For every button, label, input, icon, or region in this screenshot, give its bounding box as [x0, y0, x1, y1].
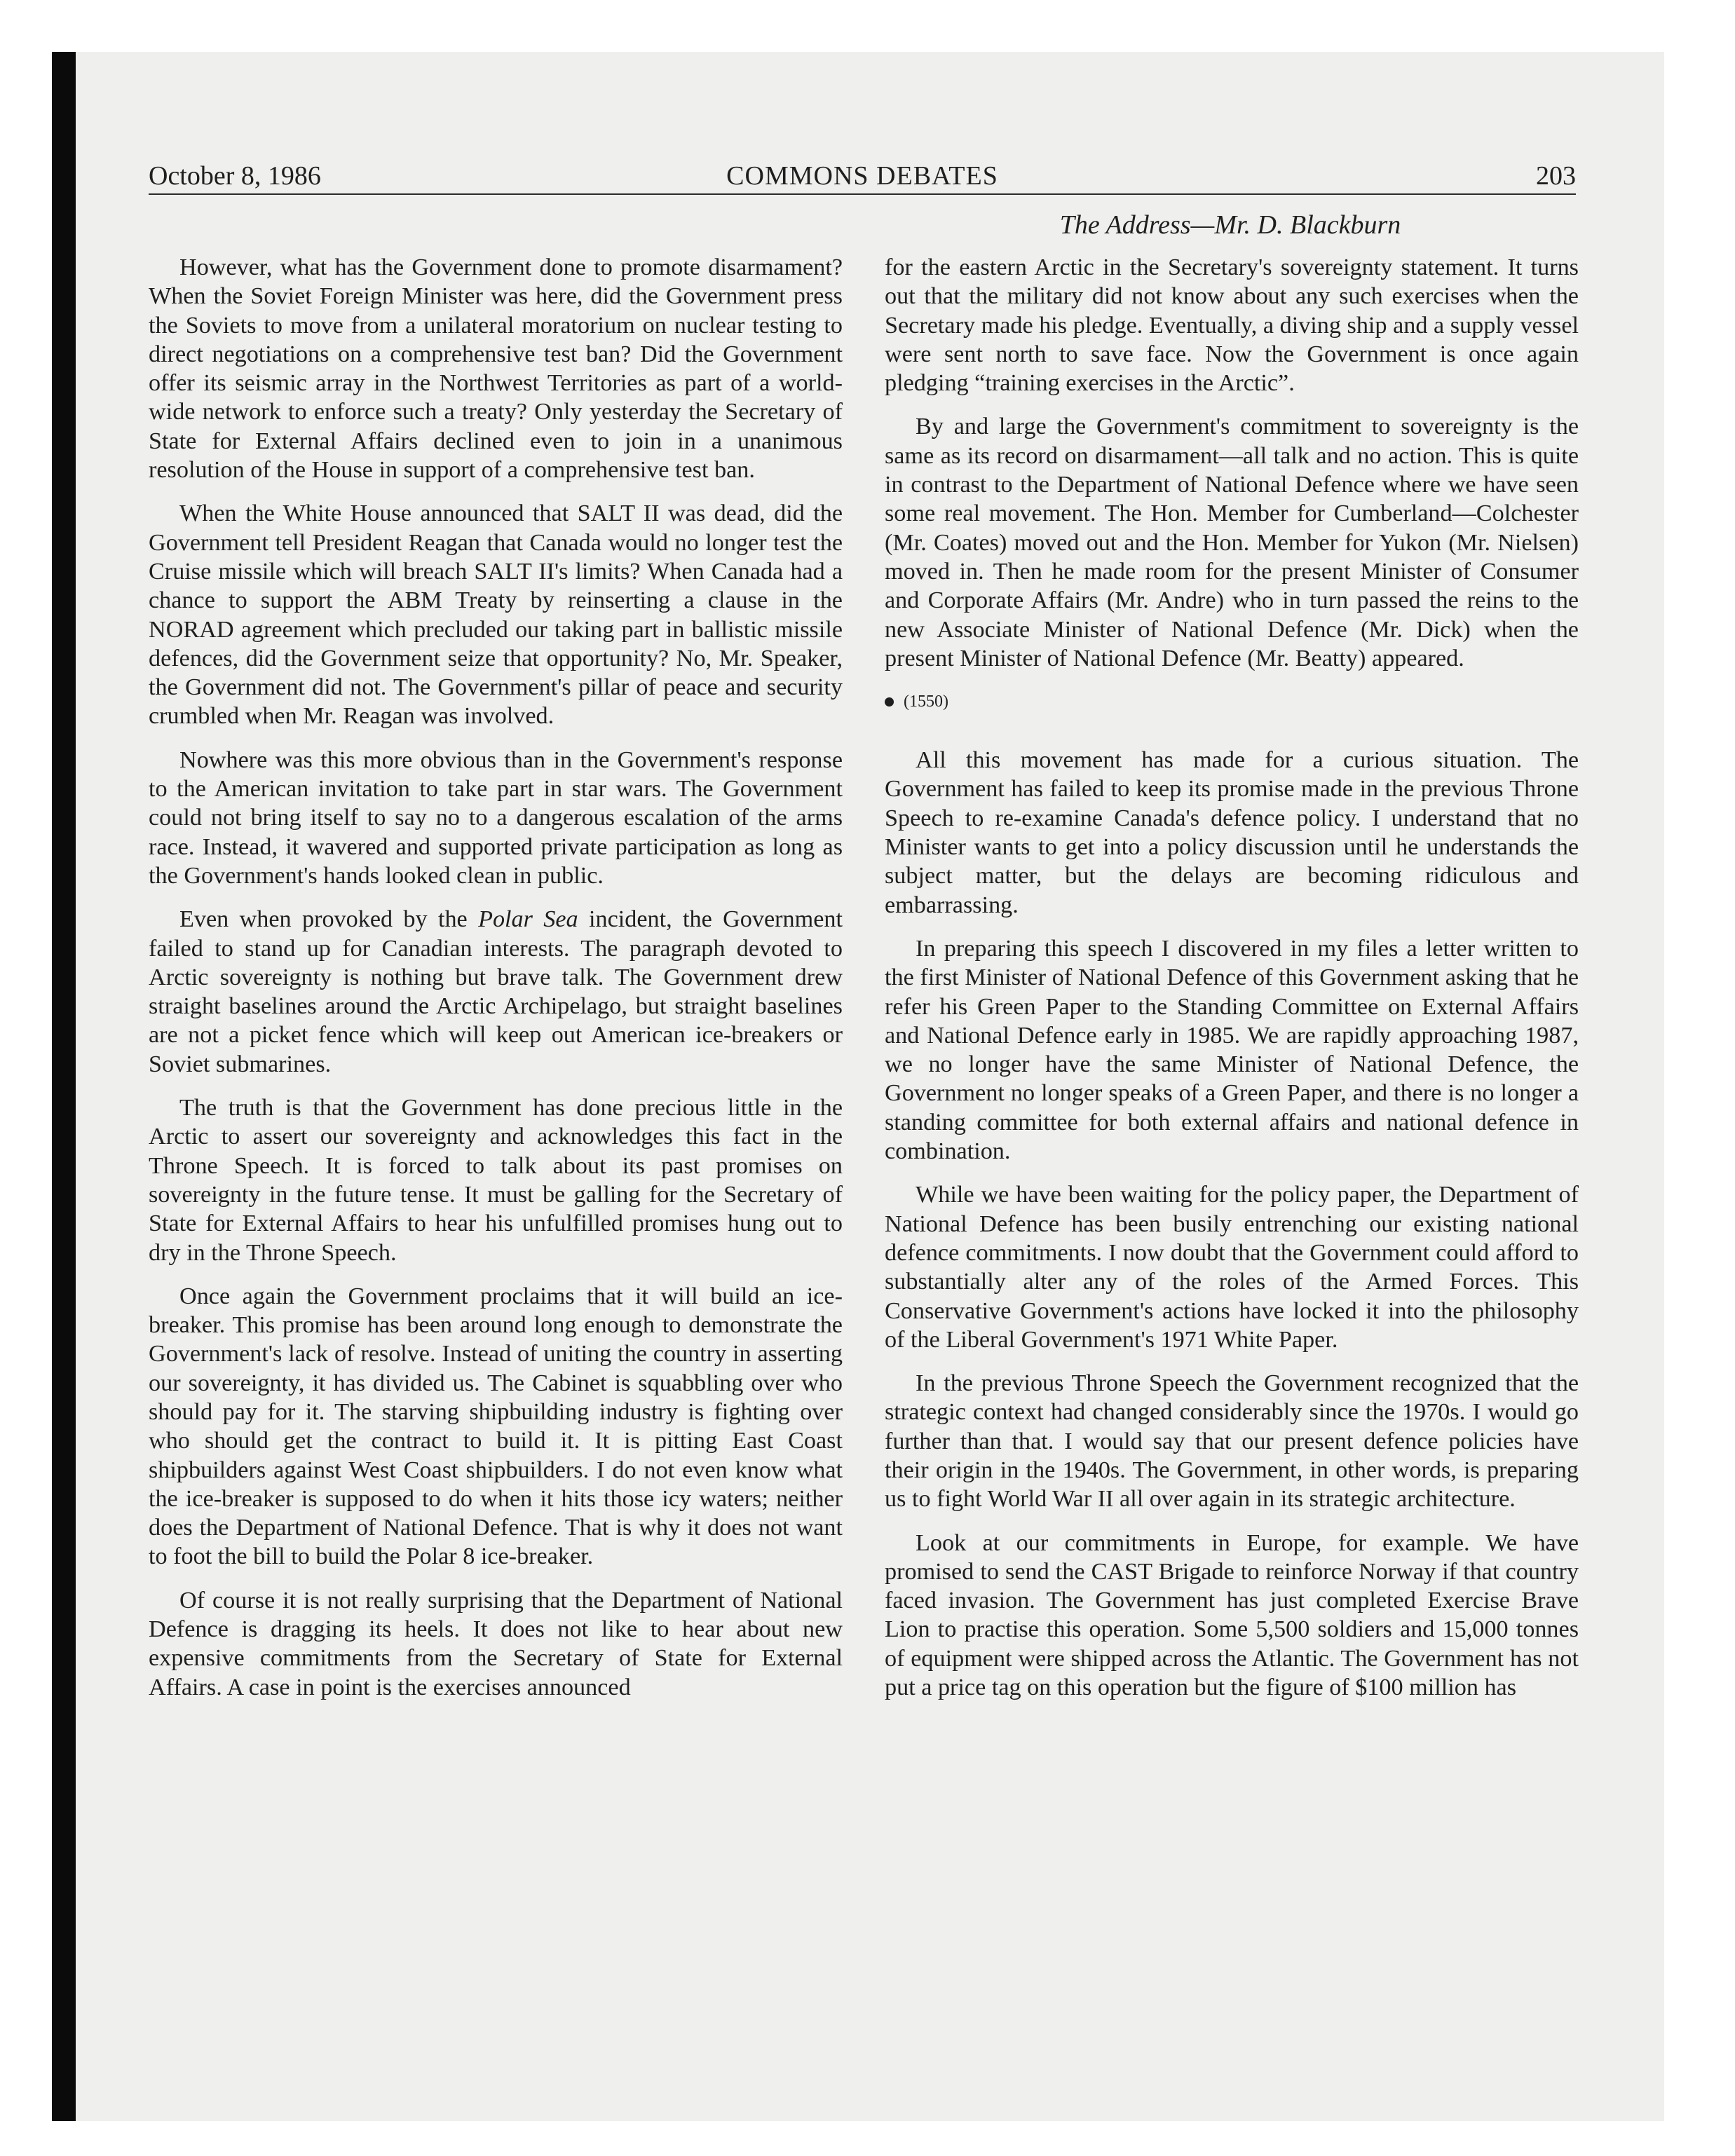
paragraph-text: incident, the Government failed to stand up for Canadian interests. The paragraph devoted to Arctic sovereignty is nothing but brave talk. The Government drew straight baselines around the Arctic Archipelago, but straight baselines are not a picket fence which will keep out American ice-breakers or Soviet submarines.	[149, 906, 843, 1077]
paragraph: for the eastern Arctic in the Secretary's sovereignty statement. It turns out that the military did not know about any such exercises when the Secretary made his pledge. Eventually, a diving ship and a supply vessel were sent north to save face. Now the Government is once again pledging “training exercises in the Arctic”.	[885, 254, 1579, 397]
paragraph: In the previous Throne Speech the Government recognized that the strategic context had changed considerably since the 1970s. I would go further than that. I would say that our present defence policies have their origin in the 1940s. The Government, in other words, is preparing us to fight World War II all over again in its strategic architecture.	[885, 1370, 1579, 1513]
paragraph	[149, 905, 843, 1079]
header-rule	[149, 193, 1576, 195]
binding-edge	[52, 52, 76, 2121]
paragraph: However, what has the Government done to promote disarmament? When the Soviet Foreign Minister was here, did the Government press the Soviets to move from a unilateral moratorium on nuclear testing to direct negotiations on a comprehensive test ban? Did the Government offer its seismic array in the Northwest Territories as part of a world-wide network to enforce such a treaty? Only yesterday the Secretary of State for External Affairs declined even to join in a unanimous resolution of the House in support of a comprehensive test ban.	[149, 254, 843, 484]
paragraph: Nowhere was this more obvious than in the Government's response to the American invitation to take part in star wars. The Government could not bring itself to say no to a dangerous escalation of the arms race. Instead, it wavered and supported private participation as long as the Government's hands looked clean in public.	[149, 746, 843, 889]
paragraph: The truth is that the Government has done precious little in the Arctic to assert our sovereignty and acknowledges this fact in the Throne Speech. It is forced to talk about its past promises on sovereignty in the future tense. It must be galling for the Secretary of State for External Affairs to hear his unfulfilled promises hung out to dry in the Throne Speech.	[149, 1095, 843, 1266]
left-column	[149, 253, 843, 1717]
running-head: The Address—Mr. D. Blackburn	[1059, 210, 1401, 240]
paragraph: All this movement has made for a curious situation. The Government has failed to keep its promise made in the previous Throne Speech to re-examine Canada's defence policy. I understand that no Minister wants to get into a policy discussion until he understands the subject matter, but the delays are becoming ridiculous and embarrassing.	[885, 747, 1579, 918]
page-number: 203	[1536, 161, 1576, 191]
paragraph-text: Even when provoked by the	[179, 906, 479, 933]
time-marker	[885, 688, 1579, 716]
paragraph: Once again the Government proclaims that it will build an ice-breaker. This promise has been around long enough to demonstrate the Government's lack of resolve. Instead of uniting the country in asserting our sovereignty, it has divided us. The Cabinet is squabbling over who should pay for it. The starving shipbuilding industry is fighting over who should get the contract to build it. It is pitting East Coast shipbuilders against West Coast shipbuilders. I do not even know what the ice-breaker is supposed to do when it hits those icy waters; neither does the Department of National Defence. That is why it does not want to foot the bill to build the Polar 8 ice-breaker.	[149, 1283, 843, 1570]
paragraph: By and large the Government's commitment to sovereignty is the same as its record on disarmament—all talk and no action. This is quite in contrast to the Department of National Defence where we have seen some real movement. The Hon. Member for Cumberland—Colchester (Mr. Coates) moved out and the Hon. Member for Yukon (Mr. Nielsen) moved in. Then he made room for the present Minister of Consumer and Corporate Affairs (Mr. Andre) who in turn passed the reins to the new Associate Minister of National Defence (Mr. Dick) when the present Minister of National Defence (Mr. Beatty) appeared.	[885, 414, 1579, 671]
paragraph: While we have been waiting for the policy paper, the Department of National Defence has been busily entrenching our existing national defence commitments. I now doubt that the Government could afford to substantially alter any of the roles of the Armed Forces. This Conservative Government's actions have locked it into the philosophy of the Liberal Government's 1971 White Paper.	[885, 1182, 1579, 1353]
bullet-icon	[885, 697, 894, 707]
paragraph: When the White House announced that SALT II was dead, did the Government tell President Reagan that Canada would no longer test the Cruise missile which will breach SALT II's limits? When Canada had a chance to support the ABM Treaty by reinserting a clause in the NORAD agreement which precluded our taking part in ballistic missile defences, did the Government seize that opportunity? No, Mr. Speaker, the Government did not. The Government's pillar of peace and security crumbled when Mr. Reagan was involved.	[149, 500, 843, 730]
time-marker-text: (1550)	[904, 692, 948, 711]
header-title: COMMONS DEBATES	[726, 161, 998, 191]
ship-name: Polar Sea	[478, 906, 578, 933]
page-header	[149, 158, 1576, 193]
paragraph: Of course it is not really surprising that the Department of National Defence is dragging its heels. It does not like to hear about new expensive commitments from the Secretary of State for External Affairs. A case in point is the exercises announced	[149, 1587, 843, 1700]
paragraph: In preparing this speech I discovered in my files a letter written to the first Minister of National Defence of this Government asking that he refer his Green Paper to the Standing Committee on External Affairs and National Defence early in 1985. We are rapidly approaching 1987, we no longer have the same Minister of National Defence, the Government no longer speaks of a Green Paper, and there is no longer a standing committee for both external affairs and national defence in combination.	[885, 935, 1579, 1165]
header-date: October 8, 1986	[149, 161, 321, 191]
right-column	[885, 253, 1579, 1717]
paragraph: Look at our commitments in Europe, for example. We have promised to send the CAST Brigade to reinforce Norway if that country faced invasion. The Government has just completed Exercise Brave Lion to practise this operation. Some 5,500 soldiers and 15,000 tonnes of equipment were shipped across the Atlantic. The Government has not put a price tag on this operation but the figure of $100 million has	[885, 1529, 1579, 1701]
